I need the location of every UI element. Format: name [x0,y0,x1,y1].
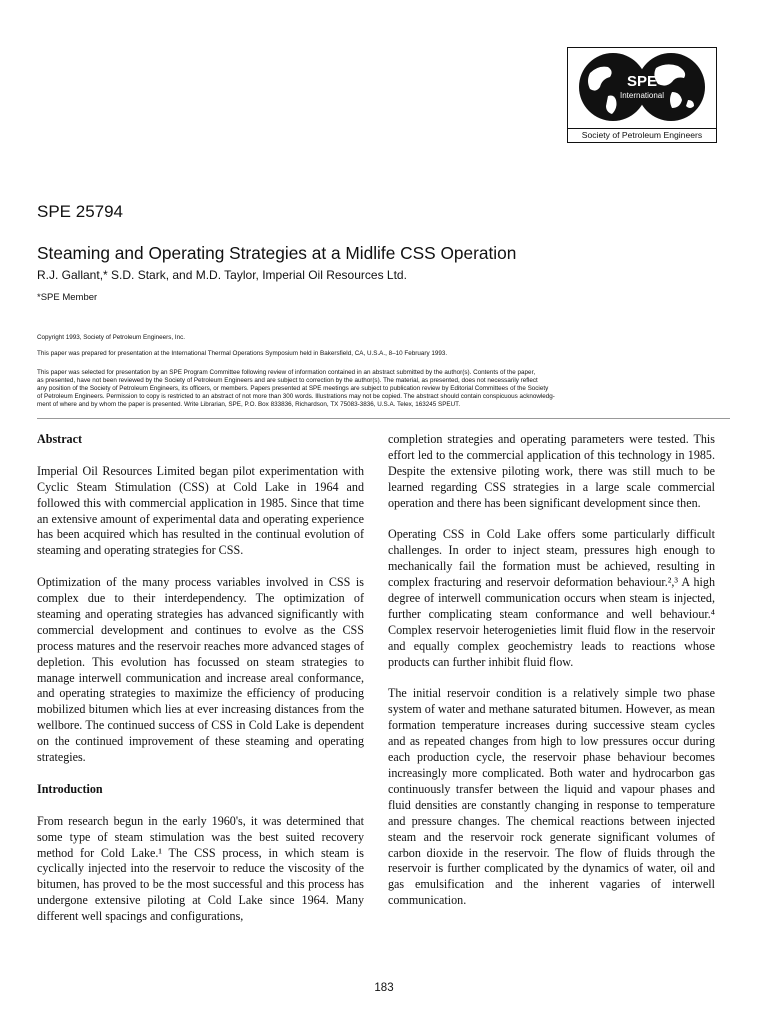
selection-notice-line: as presented, have not been reviewed by the Society of Petroleum Engineers and are subject to correction by the author(s). The material, as presented, does not necessarily reflect [37,377,538,384]
member-footnote: *SPE Member [37,292,98,303]
introduction-paragraph: From research begun in the early 1960's, it was determined that some type of steam stimulation was the best suited recovery method for Cold Lake.¹ The CSS process, in which steam is cyclically injected into the reservoir to reduce the viscosity of the bitumen, has proved to be the most successful and this process has undergone extensive piloting at Cold Lake since 1964. Many different well spacings and configurations, [37,813,364,924]
right-column [388,432,715,925]
globe-icon [568,48,716,126]
logo-acronym: SPE [626,73,658,90]
body-paragraph: The initial reservoir condition is a relatively simple two phase system of water and methane saturated bitumen. However, as mean formation temperature increases during successive steam cycles and as repeated changes from high to low pressures occur during each production cycle, the reservoir phase behaviour becomes increasingly more complicated. Both water and hydrocarbon gas continuously transfer between the liquid and vapour phases and fluid densities are constantly changing in response to temperature and pressure changes. The chemical reactions between injected steam and the reservoir rock generate significant volumes of carbon dioxide in the reservoir. The flow of fluids through the reservoir is further complicated by the dynamics of water, oil and gas emulsification and the inherent vagaries of interwell communication. [388,686,715,908]
left-column [37,432,364,941]
abstract-heading: Abstract [37,432,83,446]
selection-notice-line: of Petroleum Engineers. Permission to copy is restricted to an abstract of not more than 300 words. Illustrations may not be copied. The abstract should contain conspicuous acknowledg- [37,393,555,400]
introduction-heading: Introduction [37,781,103,796]
author-list: R.J. Gallant,* S.D. Stark, and M.D. Taylor, Imperial Oil Resources Ltd. [37,268,407,282]
body-paragraph: Operating CSS in Cold Lake offers some particularly difficult challenges. In order to inject steam, pressures high enough to mechanically fail the formation must be achieved, resulting in complex fracturing and reservoir deformation behaviour.²,³ A high degree of interwell communication occurs when steam is injected, further complicating steam conformance and well behaviour.⁴ Complex reservoir heterogenieties limit fluid flow in the reservoir and equally complex geochemistry leads to reactions whose products can further inhibit fluid flow. [388,527,715,669]
selection-notice-line: This paper was selected for presentation by an SPE Program Committee following review of information contained in an abstract submitted by the author(s). Contents of the paper, [37,369,536,376]
page-number: 183 [374,982,394,994]
selection-notice-line: any position of the Society of Petroleum Engineers, its officers, or members. Papers presented at SPE meetings are subject to publication review by Editorial Committees of the Society [37,385,549,392]
logo-caption: Society of Petroleum Engineers [568,128,716,142]
abstract-paragraph: Optimization of the many process variables involved in CSS is complex due to their interdependency. The optimization of steaming and operating strategies has advanced significantly with commercial development and continues to evolve as the CSS process matures and the reservoir reaches more advanced stages of depletion. This evolution has focussed on steam strategies to manage interwell communication and increase areal conformance, and operating strategies to maximize the efficiency of producing mobilized bitumen which lies at ever increasing distances from the wellbore. The continued success of CSS in Cold Lake is dependent on the continued improvement of these steaming and operating strategies. [37,575,364,765]
body-paragraph: completion strategies and operating parameters were tested. This effort led to the commercial application of this technology in 1985. Despite the extensive piloting work, there was still much to be learned regarding CSS strategies in a large scale commercial operation and there has been significant development since then. [388,432,715,510]
paper-title: Steaming and Operating Strategies at a Midlife CSS Operation [37,243,517,263]
abstract-paragraph: Imperial Oil Resources Limited began pilot experimentation with Cyclic Steam Stimulation (CSS) at Cold Lake in 1964 and followed this with commercial application in 1985. Since that time an extensive amount of experimental data and operating experience has been acquired which has resulted in the continual evolution of steaming and operating strategies for CSS. [37,463,364,558]
spe-logo [567,47,717,143]
presentation-notice: This paper was prepared for presentation at the International Thermal Operations Symposium held in Bakersfield, CA, U.S.A., 8–10 February 1993. [37,350,448,357]
header-divider [37,418,730,419]
logo-subtitle: International [619,91,665,100]
paper-number: SPE 25794 [37,202,124,221]
selection-notice-line: ment of where and by whom the paper is presented. Write Librarian, SPE, P.O. Box 833836, Richardson, TX 75083-3836, U.S.A. Telex, 163245 SPEUT. [37,401,461,408]
copyright-notice: Copyright 1993, Society of Petroleum Engineers, Inc. [37,334,186,341]
